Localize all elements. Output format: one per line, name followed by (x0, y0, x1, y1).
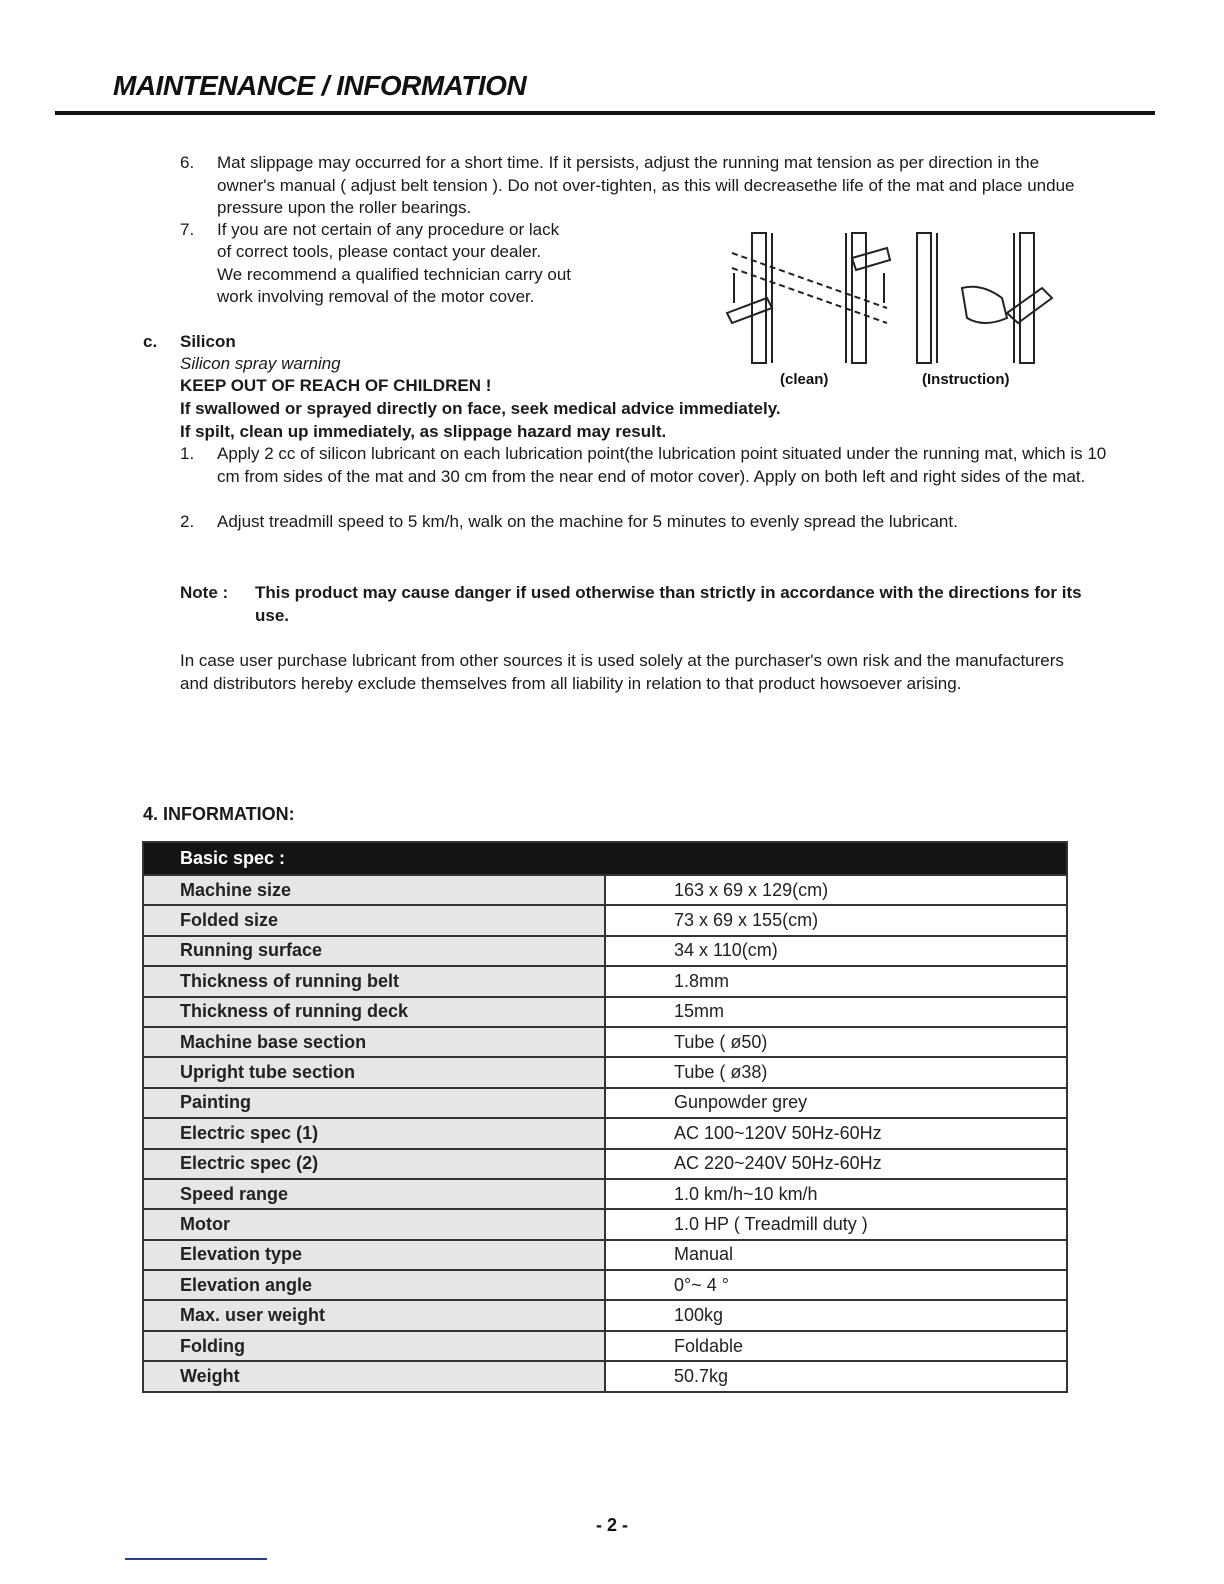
spec-value: AC 220~240V 50Hz-60Hz (605, 1149, 1067, 1179)
header-divider (55, 111, 1155, 115)
item-6-number: 6. (180, 153, 195, 172)
spec-label: Machine size (143, 875, 605, 905)
spec-label: Motor (143, 1209, 605, 1239)
table-header: Basic spec : (143, 842, 1067, 875)
figure-caption-instruction: (Instruction) (922, 371, 1010, 388)
table-row (143, 1209, 1067, 1239)
table-row (143, 1331, 1067, 1361)
warning-line-1: KEEP OUT OF REACH OF CHILDREN ! (180, 376, 492, 395)
spec-value: 1.8mm (605, 966, 1067, 996)
table-row (143, 1361, 1067, 1391)
spec-label: Electric spec (1) (143, 1118, 605, 1148)
table-row (143, 1088, 1067, 1118)
spec-value: Tube ( ø38) (605, 1057, 1067, 1087)
table-row (143, 936, 1067, 966)
spec-label: Running surface (143, 936, 605, 966)
spec-label: Elevation angle (143, 1270, 605, 1300)
table-row (143, 966, 1067, 996)
mat-dashed-line (732, 253, 887, 308)
spec-value: 163 x 69 x 129(cm) (605, 875, 1067, 905)
spec-label: Folded size (143, 905, 605, 935)
roller-end-right (852, 248, 890, 270)
item-7-line-2: of correct tools, please contact your dealer. (217, 242, 542, 261)
item-7-line-1: If you are not certain of any procedure or lack (217, 220, 560, 239)
lubrication-illustration (722, 228, 1072, 368)
page-title: MAINTENANCE / INFORMATION (113, 70, 527, 101)
spec-label: Weight (143, 1361, 605, 1391)
spec-label: Painting (143, 1088, 605, 1118)
spec-label: Elevation type (143, 1240, 605, 1270)
figure-caption-clean: (clean) (780, 371, 829, 388)
step-1-text: Apply 2 cc of silicon lubricant on each lubrication point(the lubrication point situated under the running mat, which is 10 cm from sides of the mat and 30 cm from the near end of motor cover). Apply on both left and right sides of the mat. (217, 444, 1107, 486)
note-text: This product may cause danger if used otherwise than strictly in accordance with the directions for its use. (255, 583, 1082, 625)
spec-value: 34 x 110(cm) (605, 936, 1067, 966)
spec-value: 0°~ 4 ° (605, 1270, 1067, 1300)
spec-value: AC 100~120V 50Hz-60Hz (605, 1118, 1067, 1148)
spec-value: 15mm (605, 997, 1067, 1027)
item-6-text: Mat slippage may occurred for a short time. If it persists, adjust the running mat tension as per direction in the owner's manual ( adjust belt tension ). Do not over-tighten, as this will decreasethe life of the mat and place undue pressure upon the roller bearings. (217, 153, 1075, 217)
table-row (143, 1240, 1067, 1270)
spec-value: 73 x 69 x 155(cm) (605, 905, 1067, 935)
spec-label: Thickness of running deck (143, 997, 605, 1027)
frame-rail-left (752, 233, 766, 363)
page-number: - 2 - (595, 1515, 628, 1535)
footer-link-underline (125, 1558, 267, 1560)
spec-value: 100kg (605, 1300, 1067, 1330)
table-row (143, 875, 1067, 905)
spec-label: Max. user weight (143, 1300, 605, 1330)
information-heading: 4. INFORMATION: (143, 804, 295, 824)
table-row (143, 997, 1067, 1027)
step-2-text: Adjust treadmill speed to 5 km/h, walk on the machine for 5 minutes to evenly spread the lubricant. (217, 512, 958, 531)
disclaimer-text: In case user purchase lubricant from other sources it is used solely at the purchaser's own risk and the manufacturers and distributors hereby exclude themselves from all liability in relation to that product howsoever arising. (180, 651, 1064, 693)
spec-value: 1.0 km/h~10 km/h (605, 1179, 1067, 1209)
spec-label: Folding (143, 1331, 605, 1361)
table-row (143, 1118, 1067, 1148)
table-row (143, 1027, 1067, 1057)
spec-label: Electric spec (2) (143, 1149, 605, 1179)
spec-value: Gunpowder grey (605, 1088, 1067, 1118)
item-7-line-3: We recommend a qualified technician carry out (217, 265, 572, 284)
section-heading-silicon: Silicon (180, 332, 236, 351)
table-row (143, 1149, 1067, 1179)
spec-label: Thickness of running belt (143, 966, 605, 996)
spec-value: Manual (605, 1240, 1067, 1270)
step-2-number: 2. (180, 512, 195, 531)
table-header-row (143, 842, 1067, 875)
spec-table (142, 841, 1068, 1393)
step-1-number: 1. (180, 444, 195, 463)
item-7-line-4: work involving removal of the motor cover. (217, 287, 535, 306)
spec-value: 50.7kg (605, 1361, 1067, 1391)
spec-label: Upright tube section (143, 1057, 605, 1087)
warning-line-3: If spilt, clean up immediately, as slippage hazard may result. (180, 422, 667, 441)
table-row (143, 905, 1067, 935)
warning-line-2: If swallowed or sprayed directly on face, seek medical advice immediately. (180, 399, 781, 418)
spec-label: Machine base section (143, 1027, 605, 1057)
hand-icon (962, 287, 1007, 323)
spec-value: Foldable (605, 1331, 1067, 1361)
item-7-number: 7. (180, 220, 195, 239)
note-label: Note : (180, 583, 229, 602)
frame-rail-left-2 (917, 233, 931, 363)
table-row (143, 1057, 1067, 1087)
section-letter: c. (143, 332, 158, 351)
spec-value: Tube ( ø50) (605, 1027, 1067, 1057)
silicon-spray-warning: Silicon spray warning (180, 354, 341, 373)
spec-label: Speed range (143, 1179, 605, 1209)
table-row (143, 1270, 1067, 1300)
table-row (143, 1179, 1067, 1209)
spec-value: 1.0 HP ( Treadmill duty ) (605, 1209, 1067, 1239)
table-row (143, 1300, 1067, 1330)
